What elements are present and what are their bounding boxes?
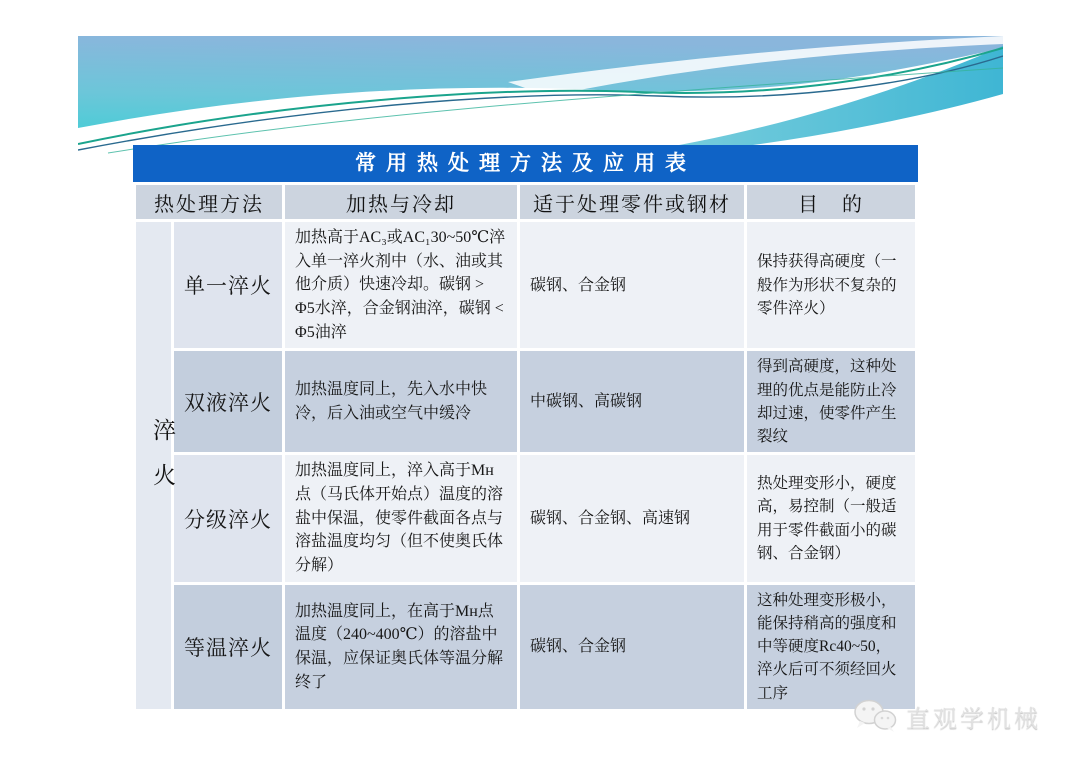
steel-cell: 碳钢、合金钢、高速钢 [520, 455, 744, 581]
table-title: 常用热处理方法及应用表 [133, 145, 918, 182]
steel-cell: 碳钢、合金钢 [520, 585, 744, 709]
header-cell-purpose: 目 的 [747, 185, 915, 219]
row-group-label: 淬火 [150, 417, 175, 508]
heating-cell: 加热高于AC₃或AC₁30~50℃淬入单一淬火剂中（水、油或其他介质）快速冷却。碳钢 > Φ5水淬，合金钢油淬，碳钢 < Φ5油淬 [285, 222, 517, 348]
purpose-cell: 这种处理变形极小，能保持稍高的强度和中等硬度Rc40~50，淬火后可不须经回火工序 [747, 585, 915, 709]
purpose-cell: 保持获得高硬度（一般作为形状不复杂的零件淬火） [747, 222, 915, 348]
table-row [136, 455, 915, 581]
purpose-cell: 热处理变形小，硬度高，易控制（一般适用于零件截面小的碳钢、合金钢） [747, 455, 915, 581]
watermark-text: 直观学机械 [906, 705, 1041, 733]
steel-cell: 碳钢、合金钢 [520, 222, 744, 348]
header-row [136, 185, 915, 219]
header-cell-method: 热处理方法 [136, 185, 282, 219]
method-cell: 单一淬火 [174, 222, 282, 348]
row-group-cell [136, 222, 175, 709]
table-grid [133, 182, 918, 712]
wave-banner-graphic [78, 36, 1003, 154]
heat-treatment-table [133, 145, 918, 712]
table-row [136, 585, 915, 709]
method-cell: 分级淬火 [174, 455, 282, 581]
heating-cell: 加热温度同上，淬入高于Mн点（马氏体开始点）温度的溶盐中保温，使零件截面各点与溶盐温度均匀（但不使奥氏体分解） [285, 455, 517, 581]
heating-cell: 加热温度同上，先入水中快冷，后入油或空气中缓冷 [285, 351, 517, 452]
purpose-cell: 得到高硬度，这种处理的优点是能防止冷却过速，使零件产生裂纹 [747, 351, 915, 452]
header-cell-heating: 加热与冷却 [285, 185, 517, 219]
heating-cell: 加热温度同上，在高于Mн点温度（240~400℃）的溶盐中保温，应保证奥氏体等温分解终了 [285, 585, 517, 709]
wave-banner [78, 36, 1003, 154]
watermark [852, 694, 1062, 738]
table-row [136, 351, 915, 452]
table-row [136, 222, 915, 348]
header-cell-steel: 适于处理零件或钢材 [520, 185, 744, 219]
method-cell: 双液淬火 [174, 351, 282, 452]
method-cell: 等温淬火 [174, 585, 282, 709]
wechat-icon [852, 697, 898, 735]
steel-cell: 中碳钢、高碳钢 [520, 351, 744, 452]
